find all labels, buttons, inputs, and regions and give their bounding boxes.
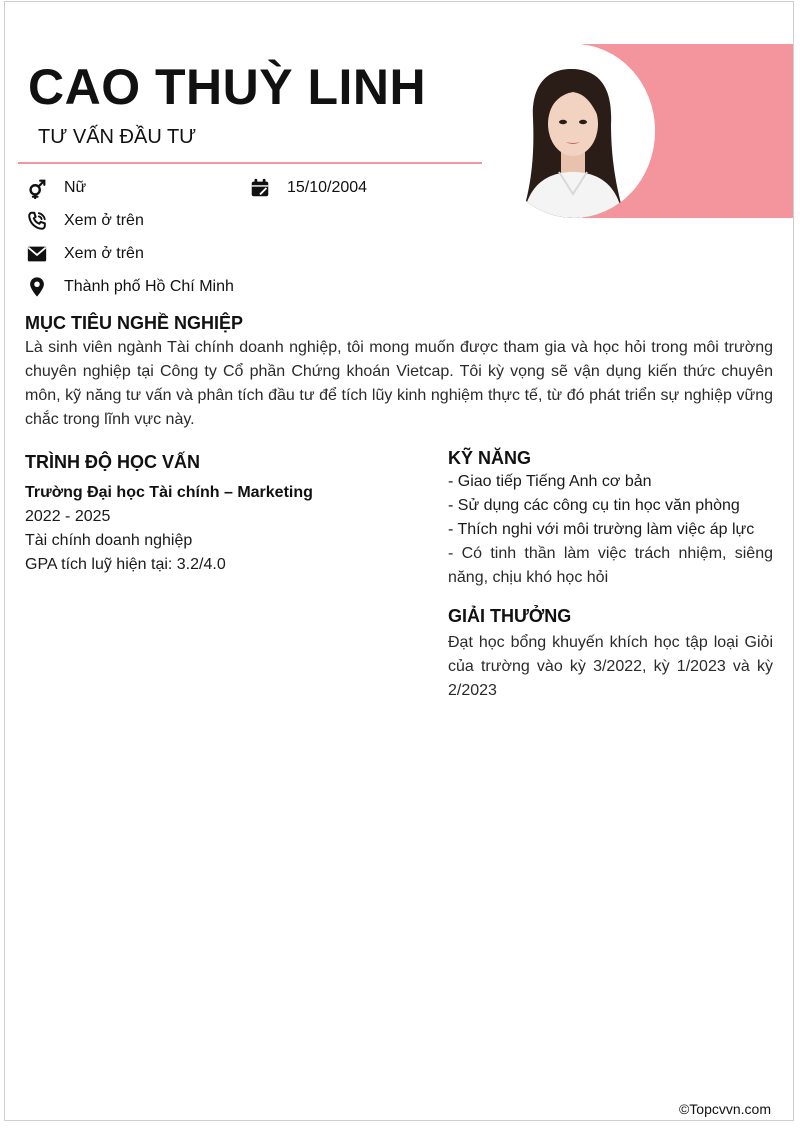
job-title: TƯ VẤN ĐẦU TƯ (38, 126, 197, 148)
objective-heading: MỤC TIÊU NGHỀ NGHIỆP (25, 313, 244, 333)
gender-value: Nữ (64, 179, 87, 196)
candidate-name: CAO THUỲ LINH (28, 59, 427, 115)
email-value: Xem ở trên (64, 245, 144, 262)
awards-text: Đạt học bổng khuyến khích học tập loại Giỏi của trường vào kỳ 3/2022, kỳ 1/2023 và kỳ 2/2023 (448, 634, 773, 699)
skill-item: - Giao tiếp Tiếng Anh cơ bản (448, 473, 652, 490)
footer-credit[interactable]: ©Topcvvn.com (678, 1101, 771, 1117)
skill-item: - Thích nghi với môi trường làm việc áp lực (448, 521, 755, 538)
objective-text: Là sinh viên ngành Tài chính doanh nghiệp, tôi mong muốn được tham gia và học hỏi trong môi trường chuyên nghiệp tại Công ty Cổ phần Chứng khoán Vietcap. Tôi kỳ vọng sẽ vận dụng kiến thức chuyên môn, kỹ năng tư vấn và phân tích đầu tư để tích lũy kinh nghiệm thực tế, từ đó phát triển sự nghiệp vững chắc trong lĩnh vực này. (25, 339, 773, 428)
address-value: Thành phố Hồ Chí Minh (64, 278, 234, 295)
birthdate-row (249, 175, 367, 201)
profile-photo (493, 44, 655, 218)
birthdate-value: 15/10/2004 (287, 179, 368, 196)
header-divider (18, 162, 482, 164)
portrait-image (493, 44, 655, 218)
education-school: Trường Đại học Tài chính – Marketing (25, 484, 313, 501)
gender-row (26, 175, 86, 201)
skill-item: - Sử dụng các công cụ tin học văn phòng (448, 497, 740, 514)
phone-row (26, 208, 144, 234)
gender-icon (26, 177, 48, 199)
email-row (26, 241, 144, 267)
location-pin-icon (26, 276, 48, 298)
skills-heading: KỸ NĂNG (448, 448, 532, 468)
education-major: Tài chính doanh nghiệp (25, 532, 193, 549)
education-heading: TRÌNH ĐỘ HỌC VẤN (25, 452, 200, 472)
awards-heading: GIẢI THƯỞNG (448, 606, 572, 626)
resume-page (4, 1, 794, 1121)
calendar-icon (249, 177, 271, 199)
phone-value: Xem ở trên (64, 212, 144, 229)
education-gpa: GPA tích luỹ hiện tại: 3.2/4.0 (25, 556, 226, 573)
address-row (26, 274, 234, 300)
skill-item: - Có tinh thần làm việc trách nhiệm, siêng năng, chịu khó học hỏi (448, 545, 773, 586)
email-icon (26, 243, 48, 265)
education-years: 2022 - 2025 (25, 508, 111, 525)
phone-icon (26, 210, 48, 232)
